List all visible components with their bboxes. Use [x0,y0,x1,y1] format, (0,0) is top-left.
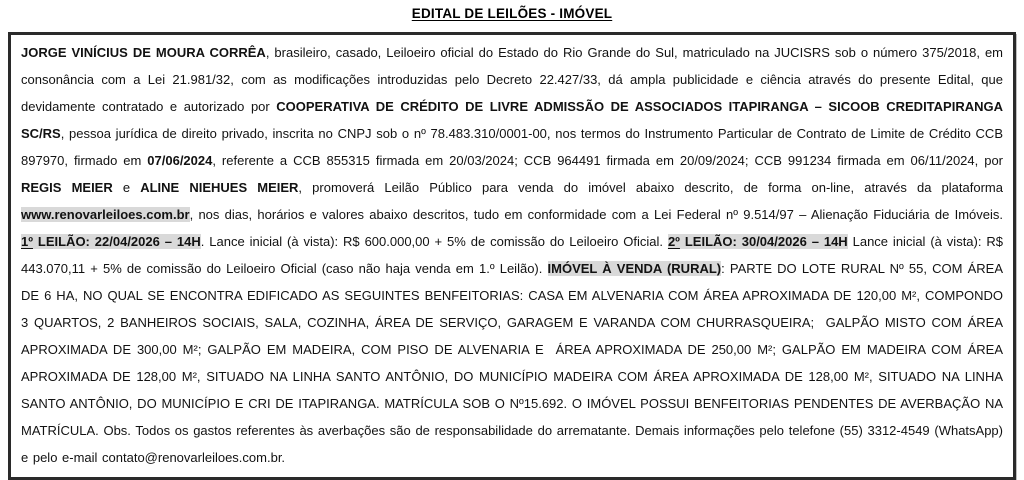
text-segment: , pessoa jurídica de direito privado, inscrita no CNPJ sob o nº 78.483.310/0001-00, nos termos do Instrumento Particular de Contrato de Limite de Crédito CCB 897970, firmado em [21,126,1008,168]
text-segment: , promoverá Leilão Público para venda do imóvel abaixo descrito, de forma on-line, através da plataforma [298,180,1008,195]
auction-website: www.renovarleiloes.com.br [21,207,190,222]
debtor-name-1: REGIS MEIER [21,180,113,195]
text-segment: e [112,180,141,195]
text-segment: , brasileiro, casado, Leiloeiro oficial do Estado do Rio Grande do Sul, matriculado na JUCISRS sob o número 375/2018, em consonância com a Lei 21.981/32, com as modificações introduzidas pelo Decreto 22.427/33, dá ampla publicidade e ciência através do presente Edital, que devidamente contratado e autorizado por [21,45,1008,114]
debtor-name-2: ALINE NIEHUES MEIER [140,180,299,195]
second-auction-ordinal: 2º [667,234,680,249]
property-description: : PARTE DO LOTE RURAL Nº 55, COM ÁREA DE 6 HA, NO QUAL SE ENCONTRA EDIFICADO AS SEGUINTES BENFEITORIAS: CASA EM ALVENARIA COM ÁREA APROXIMADA DE 120,00 M², COMPONDO 3 QUARTOS, 2 BANHEIROS SOCIAIS, SALA, COZINHA, ÁREA DE SERVIÇO, GARAGEM E VARANDA COM CHURRASQUEIRA; GALPÃO MISTO COM ÁREA APROXIMADA DE 300,00 M²; GALPÃO EM MADEIRA, COM PISO DE ALVENARIA E ÁREA APROXIMADA DE 250,00 M²; GALPÃO EM MADEIRA COM ÁREA APROXIMADA DE 128,00 M², SITUADO NA LINHA SANTO ANTÔNIO, DO MUNICÍPIO MADEIRA COM ÁREA APROXIMADA DE 128,00 M², SITUADO NA LINHA SANTO ANTÔNIO, DO MUNICÍPIO E CRI DE ITAPIRANGA. MATRÍCULA SOB O Nº15.692. O IMÓVEL POSSUI BENFEITORIAS PENDENTES DE AVERBAÇÃO NA MATRÍCULA. Obs. Todos os gastos referentes às averbações são de responsabilidade do arrematante. Demais informações pelo telefone (55) 3312-4549 (WhatsApp) e pelo e-mail contato@renovarleiloes.com.br. [21,261,1008,465]
second-auction-date: LEILÃO: 30/04/2026 – 14H [679,234,848,249]
text-segment: , nos dias, horários e valores abaixo descritos, tudo em conformidade com a Lei Federal nº 9.514/97 – Alienação Fiduciária de Imóveis. [189,207,1008,222]
edital-paragraph [21,39,1008,471]
first-auction-ordinal: 1º [21,234,33,249]
text-segment: Lance inicial (à vista): R$ 443.070,11 + 5% de comissão do Leiloeiro Oficial (caso não haja venda em 1.º Leilão). [21,234,1008,276]
edital-box [8,32,1016,480]
first-auction-date: LEILÃO: 22/04/2026 – 14H [32,234,201,249]
creditor-name: COOPERATIVA DE CRÉDITO DE LIVRE ADMISSÃO DE ASSOCIADOS ITAPIRANGA – SICOOB CREDITAPIRANGA SC/RS [21,99,1008,141]
text-segment: , referente a CCB 855315 firmada em 20/03/2024; CCB 964491 firmada em 20/09/2024; CCB 991234 firmada em 06/11/2024, por [212,153,1008,168]
title-row [0,0,1024,23]
text-segment: . Lance inicial (à vista): R$ 600.000,00 + 5% de comissão do Leiloeiro Oficial. [200,234,668,249]
contract-date: 07/06/2024 [147,153,213,168]
property-header: IMÓVEL À VENDA (RURAL) [547,261,722,276]
document-title: EDITAL DE LEILÕES - IMÓVEL [411,6,613,21]
auctioneer-name: JORGE VINÍCIUS DE MOURA CORRÊA [21,45,266,60]
